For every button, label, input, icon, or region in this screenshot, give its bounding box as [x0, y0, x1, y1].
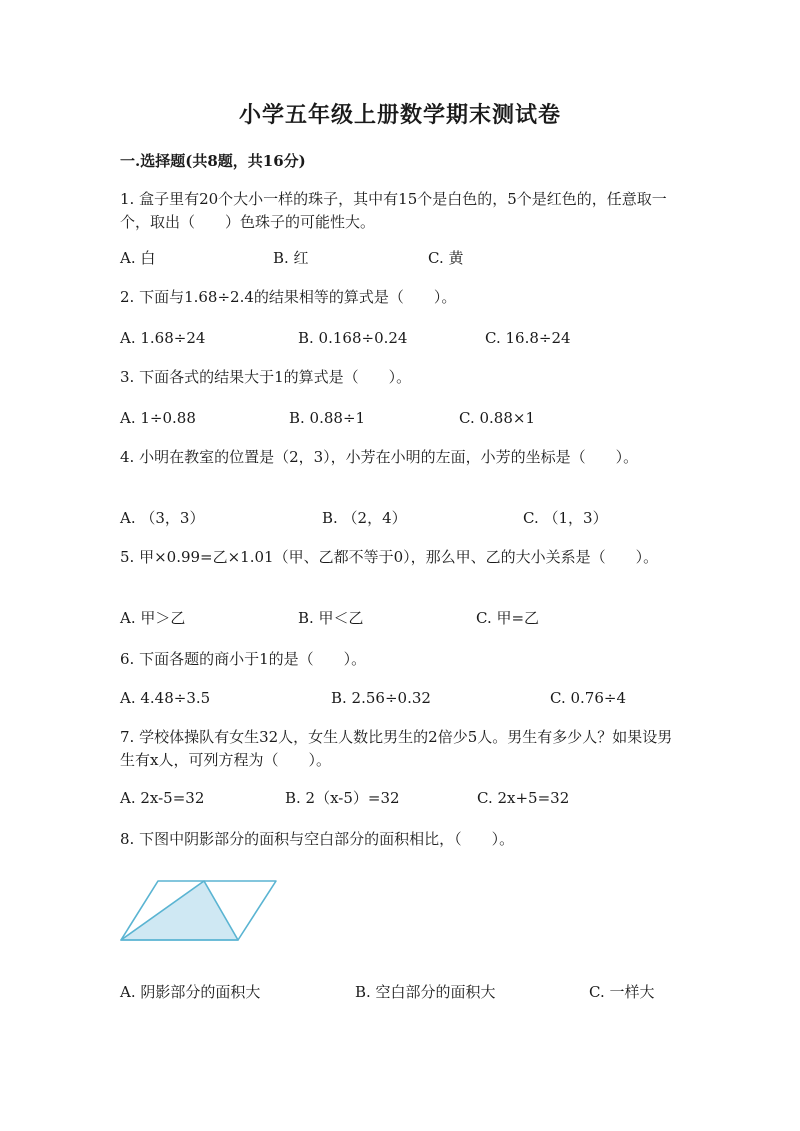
- parallelogram-figure: [118, 878, 280, 944]
- q1-option-b: B. 红: [273, 249, 309, 267]
- q5-option-b: B. 甲＜乙: [298, 609, 364, 627]
- question-5-text: 5. 甲×0.99=乙×1.01（甲、乙都不等于0），那么甲、乙的大小关系是（ ）。: [120, 548, 659, 566]
- q5-option-a: A. 甲＞乙: [120, 609, 186, 627]
- question-6-text: 6. 下面各题的商小于1的是（ ）。: [120, 650, 367, 668]
- question-7-text: 7. 学校体操队有女生32人，女生人数比男生的2倍少5人。男生有多少人？如果设男生有x人，可列方程为（ ）。: [120, 728, 673, 769]
- q7-option-c: C. 2x+5=32: [477, 789, 570, 807]
- q7-option-a: A. 2x-5=32: [120, 789, 205, 807]
- q6-option-a: A. 4.48÷3.5: [120, 689, 211, 707]
- q8-option-c: C. 一样大: [589, 983, 655, 1001]
- q6-option-c: C. 0.76÷4: [550, 689, 626, 707]
- page-title: 小学五年级上册数学期末测试卷: [238, 102, 561, 128]
- question-2-text: 2. 下面与1.68÷2.4的结果相等的算式是（ ）。: [120, 288, 457, 306]
- q2-option-c: C. 16.8÷24: [485, 329, 571, 347]
- q3-option-b: B. 0.88÷1: [289, 409, 366, 427]
- q2-option-a: A. 1.68÷24: [120, 329, 206, 347]
- q7-option-b: B. 2（x-5）=32: [285, 789, 400, 807]
- q2-option-b: B. 0.168÷0.24: [298, 329, 408, 347]
- q4-option-a: A. （3，3）: [120, 509, 205, 527]
- q8-option-a: A. 阴影部分的面积大: [120, 983, 261, 1001]
- question-1-text: 1. 盒子里有20个大小一样的珠子，其中有15个是白色的，5个是红色的，任意取一个，取出（ ）色珠子的可能性大。: [120, 190, 667, 231]
- section-heading: 一.选择题(共8题，共16分): [120, 152, 306, 170]
- q8-option-b: B. 空白部分的面积大: [355, 983, 496, 1001]
- question-8-text: 8. 下图中阴影部分的面积与空白部分的面积相比，（ ）。: [120, 830, 515, 848]
- q4-option-b: B. （2，4）: [322, 509, 407, 527]
- q4-option-c: C. （1，3）: [523, 509, 608, 527]
- shaded-triangle: [121, 881, 238, 940]
- q6-option-b: B. 2.56÷0.32: [331, 689, 431, 707]
- q1-option-a: A. 白: [120, 249, 156, 267]
- q1-option-c: C. 黄: [428, 249, 464, 267]
- q3-option-c: C. 0.88×1: [459, 409, 535, 427]
- question-3-text: 3. 下面各式的结果大于1的算式是（ ）。: [120, 368, 412, 386]
- question-4-text: 4. 小明在教室的位置是（2，3），小芳在小明的左面，小芳的坐标是（ ）。: [120, 448, 639, 466]
- q3-option-a: A. 1÷0.88: [120, 409, 196, 427]
- q5-option-c: C. 甲=乙: [476, 609, 540, 627]
